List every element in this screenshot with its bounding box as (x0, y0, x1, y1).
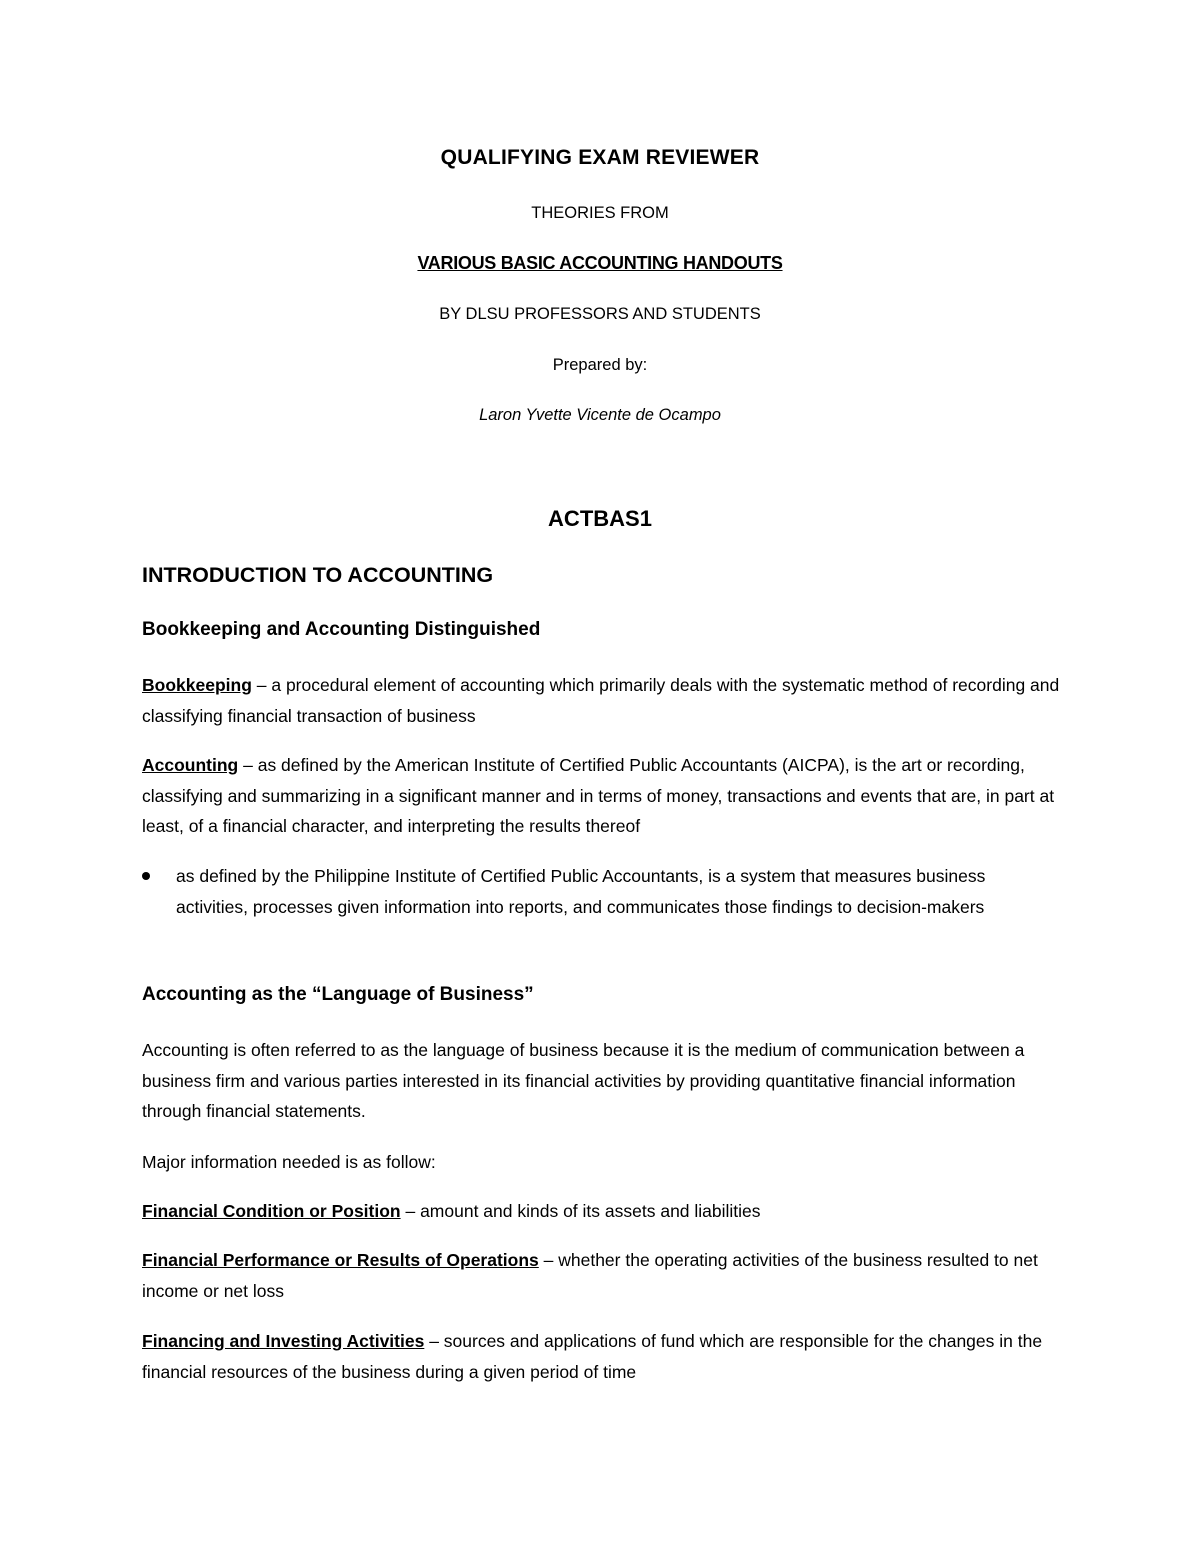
financial-performance-definition (142, 1245, 1062, 1306)
financial-condition-term: Financial Condition or Position (142, 1201, 401, 1221)
theories-from-line: THEORIES FROM (531, 204, 669, 222)
financial-condition-definition (142, 1196, 1062, 1227)
bookkeeping-text: – a procedural element of accounting which primarily deals with the systematic method of recording and classifying financial transaction of business (142, 675, 1060, 726)
accounting-text: – as defined by the American Institute of Certified Public Accountants (AICPA), is the art or recording, classifying and summarizing in a significant manner and in terms of money, transactions and events that are, in part at least, of a financial character, and interpreting the results thereof (142, 755, 1055, 836)
bullet-icon (142, 872, 150, 880)
subheading-bookkeeping-accounting: Bookkeeping and Accounting Distinguished (142, 619, 541, 640)
major-info-line: Major information needed is as follow: (142, 1152, 436, 1172)
prepared-by-label: Prepared by: (552, 356, 648, 374)
author-name: Laron Yvette Vicente de Ocampo (479, 406, 721, 424)
financing-investing-definition (142, 1326, 1062, 1387)
byline: BY DLSU PROFESSORS AND STUDENTS (439, 305, 761, 323)
financial-performance-term: Financial Performance or Results of Operations (142, 1250, 539, 1270)
bullet-text: as defined by the Philippine Institute of Certified Public Accountants, is a system that measures business activities, processes given information into reports, and communicates those findings to decision-makers (176, 866, 986, 917)
accounting-term: Accounting (142, 755, 239, 775)
course-code: ACTBAS1 (548, 506, 652, 531)
financing-investing-term: Financing and Investing Activities (142, 1331, 425, 1351)
financing-investing-text: – sources and applications of fund which are responsible for the changes in the financial resources of the business during a given period of time (142, 1331, 1043, 1382)
financial-performance-text: – whether the operating activities of the business resulted to net income or net loss (142, 1250, 1038, 1301)
section-heading: INTRODUCTION TO ACCOUNTING (142, 563, 494, 587)
accounting-definition (142, 750, 1062, 842)
financial-condition-text: – amount and kinds of its assets and liabilities (400, 1201, 761, 1221)
bookkeeping-term: Bookkeeping (142, 675, 252, 695)
language-paragraph: Accounting is often referred to as the language of business because it is the medium of communication between a business firm and various parties interested in its financial activities by providing quantitative financial information through financial statements. (142, 1040, 1025, 1121)
bookkeeping-definition (142, 670, 1062, 731)
subheading-language-of-business: Accounting as the “Language of Business” (142, 984, 534, 1005)
handouts-heading: VARIOUS BASIC ACCOUNTING HANDOUTS (417, 253, 783, 273)
document-title: QUALIFYING EXAM REVIEWER (440, 146, 760, 169)
